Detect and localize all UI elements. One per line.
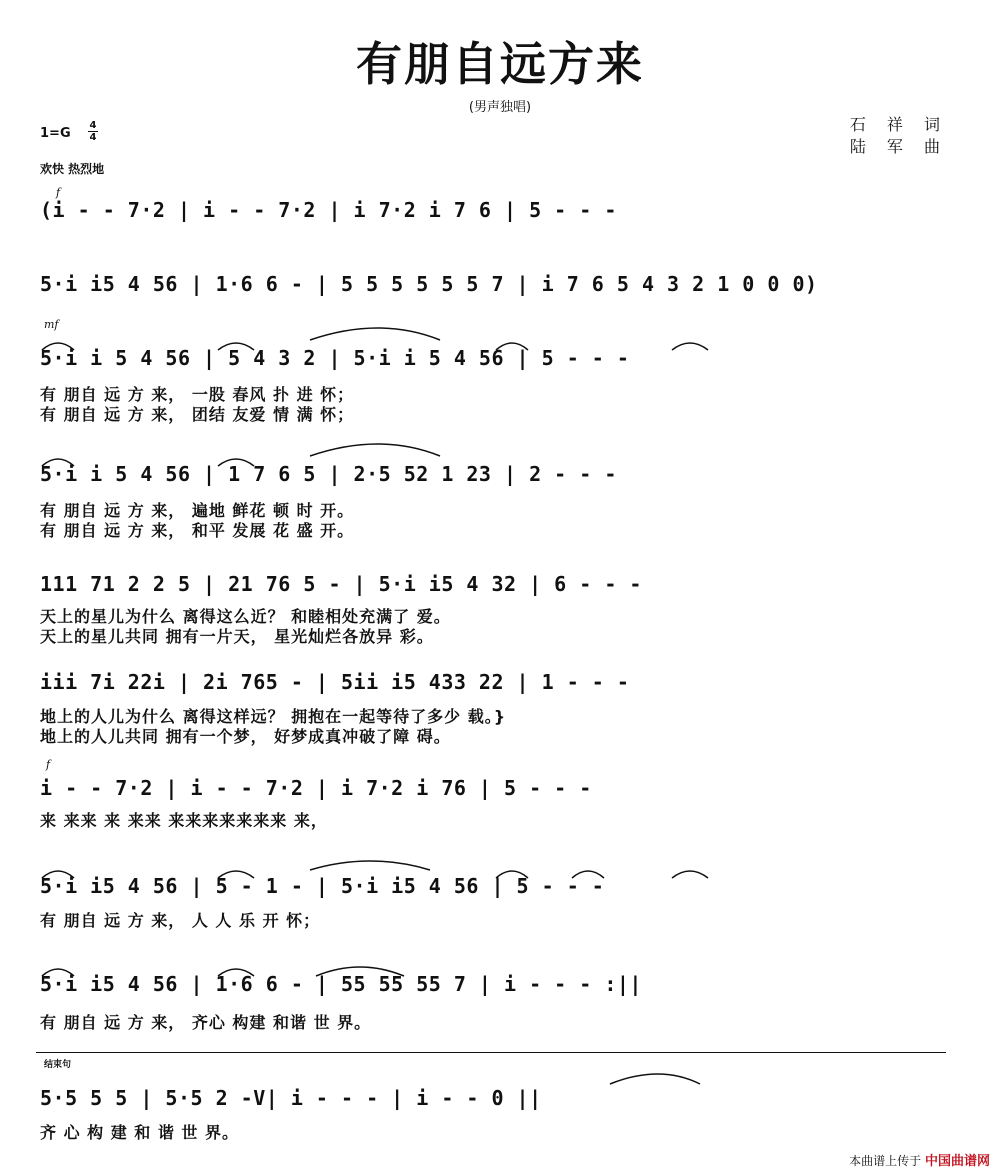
key-signature: 1=G <box>40 126 71 141</box>
footer-text: 本曲谱上传于 <box>849 1154 922 1168</box>
dynamic-mark: f <box>46 758 51 771</box>
notation-line-9: 5·i i5 4 56 | 1·6 6 - | 55 55 55 7 | i - - - :|| <box>40 972 642 996</box>
notation-line-8: 5·i i5 4 56 | 5 - 1 - | 5·i i5 4 56 | 5 - - - <box>40 874 605 898</box>
coda-notation: 5·5 5 5 | 5·5 2 -V| i - - - | i - - 0 || <box>40 1086 542 1110</box>
notation-line-6: iii 7i 22i | 2i 765 - | 5ii i5 433 22 | 1 - - - <box>40 670 630 694</box>
notation-line-2: 5·i i5 4 56 | 1·6 6 - | 5 5 5 5 5 5 7 | i 7 6 5 4 3 2 1 0 0 0) <box>40 272 818 296</box>
lyric-line: 有 朋自 远 方 来， 齐心 构建 和谐 世 界。 <box>40 1013 372 1032</box>
lyric-line: 来 来来 来 来来 来来来来来来来 来， <box>40 811 328 830</box>
lyric-line: 地上的人儿共同 拥有一个梦， 好梦成真冲破了障 碍。 <box>40 727 451 746</box>
composer-credit: 陆 军 曲 <box>849 137 948 156</box>
notation-line-7: i - - 7·2 | i - - 7·2 | i 7·2 i 76 | 5 - - - <box>40 776 592 800</box>
coda-lyric: 齐 心 构 建 和 谐 世 界。 <box>40 1123 239 1142</box>
lyric-line: 有 朋自 远 方 来， 团结 友爱 情 满 怀； <box>40 405 355 424</box>
time-signature-bottom: 4 <box>89 132 97 143</box>
lyric-line: 有 朋自 远 方 来， 人 人 乐 开 怀； <box>40 911 321 930</box>
song-title: 有朋自远方来 <box>356 37 644 91</box>
lyric-line: 天上的星儿为什么 离得这么近？ 和睦相处充满了 爱。 <box>40 607 451 626</box>
coda-label: 结束句 <box>44 1060 72 1070</box>
tempo-marking: 欢快 热烈地 <box>40 162 105 176</box>
time-signature-top: 4 <box>89 120 97 131</box>
lyric-line: 有 朋自 远 方 来， 一股 春风 扑 进 怀； <box>40 385 355 404</box>
site-logo: 中国曲谱网 <box>924 1154 990 1169</box>
notation-line-3: 5·i i 5 4 56 | 5 4 3 2 | 5·i i 5 4 56 | 5 - - - <box>40 346 630 370</box>
notation-line-1: (i - - 7·2 | i - - 7·2 | i 7·2 i 7 6 | 5 - - - <box>40 198 617 222</box>
lyric-line: 天上的星儿共同 拥有一片天， 星光灿烂各放异 彩。 <box>40 627 434 646</box>
lyric-line: 有 朋自 远 方 来， 和平 发展 花 盛 开。 <box>40 521 355 540</box>
notation-line-5: 111 71 2 2 5 | 21 76 5 - | 5·i i5 4 32 | 6 - - - <box>40 572 642 596</box>
notation-line-4: 5·i i 5 4 56 | 1 7 6 5 | 2·5 52 1 23 | 2 - - - <box>40 462 617 486</box>
dynamic-mark: mf <box>44 318 59 331</box>
lyric-line: 地上的人儿为什么 离得这样远？ 拥抱在一起等待了多少 载。} <box>40 707 507 726</box>
lyric-line: 有 朋自 远 方 来， 遍地 鲜花 顿 时 开。 <box>40 501 355 520</box>
lyricist-credit: 石 祥 词 <box>849 115 948 134</box>
song-subtitle: (男声独唱) <box>468 100 532 115</box>
dynamic-mark: f <box>56 186 61 199</box>
